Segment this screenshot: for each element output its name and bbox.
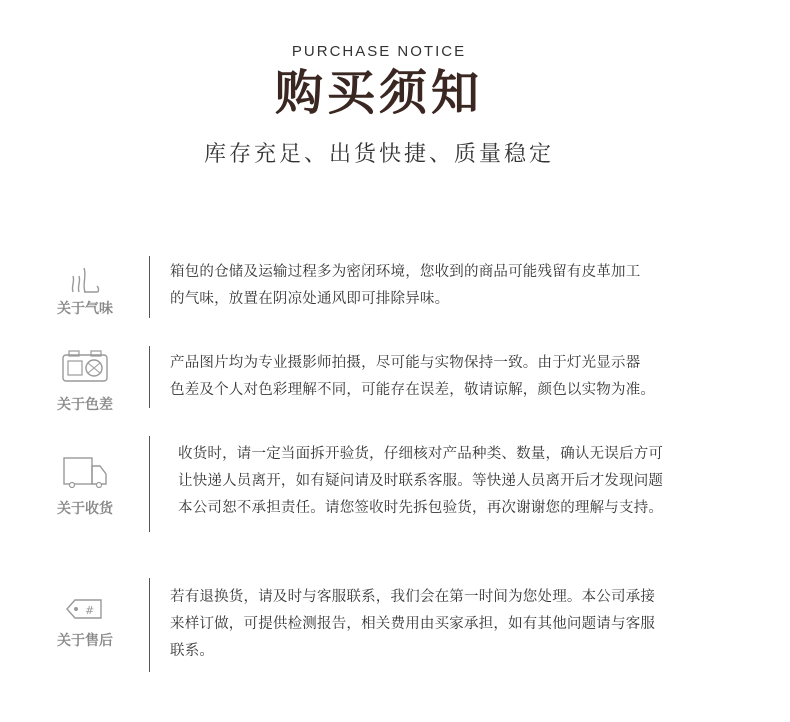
section-receiving [0,436,790,532]
section-color [0,346,790,413]
text-line: 来样订做，可提供检测报告，相关费用由买家承担，如有其他问题请与客服 [170,616,656,632]
smell-wave-icon [50,264,120,300]
section-after-sales [0,578,790,674]
section-text [178,441,758,522]
delivery-truck-icon [50,456,120,492]
text-line: 联系。 [170,643,215,659]
section-label: 关于售后 [57,633,113,649]
text-line: 的气味，放置在阴凉处通风即可排除异味。 [170,291,450,307]
section-divider [149,256,150,318]
english-subtitle: PURCHASE NOTICE [291,43,467,60]
tagline: 库存充足、出货快捷、质量稳定 [203,142,554,167]
section-smell [0,256,790,320]
section-label: 关于收货 [57,501,113,517]
tag-icon [50,598,120,634]
section-text [170,350,750,404]
text-line: 若有退换货，请及时与客服联系，我们会在第一时间为您处理。本公司承接 [170,589,656,605]
text-line: 箱包的仓储及运输过程多为密闭环境，您收到的商品可能残留有皮革加工 [170,264,641,280]
section-divider [149,346,150,408]
text-line: 产品图片均为专业摄影师拍摄，尽可能与实物保持一致。由于灯光显示器 [170,355,641,371]
camera-icon [50,349,120,385]
text-line: 本公司恕不承担责任。请您签收时先拆包验货，再次谢谢您的理解与支持。 [178,500,664,516]
section-divider [149,578,150,672]
text-line: 收货时，请一定当面拆开验货，仔细核对产品种类、数量，确认无误后方可 [178,446,664,462]
section-label: 关于气味 [57,301,113,317]
svg-text:#: # [85,604,95,617]
section-text [170,584,750,665]
text-line: 让快递人员离开，如有疑问请及时联系客服。等快递人员离开后才发现问题 [178,473,664,489]
page-title: 购买须知 [274,65,483,121]
section-divider [149,436,150,532]
section-text [170,259,750,313]
text-line: 色差及个人对色彩理解不同，可能存在误差，敬请谅解，颜色以实物为准。 [170,382,656,398]
section-label: 关于色差 [57,397,113,413]
